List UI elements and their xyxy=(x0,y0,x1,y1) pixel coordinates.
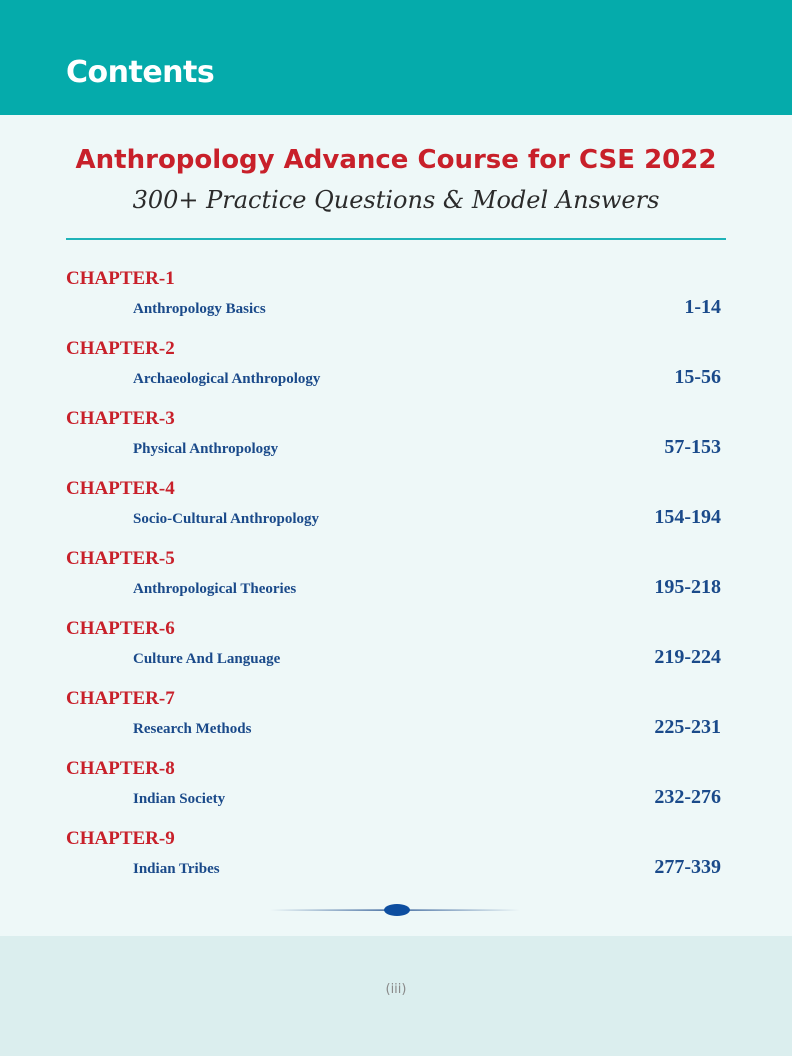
toc-entry-chapter-7[interactable] xyxy=(0,688,792,758)
chapter-pages: 195-218 xyxy=(654,576,721,598)
title-divider xyxy=(66,238,726,240)
chapter-name: Physical Anthropology xyxy=(133,441,279,457)
chapter-pages: 15-56 xyxy=(674,366,721,388)
chapter-label: CHAPTER-1 xyxy=(66,268,175,289)
toc-entry-chapter-1[interactable] xyxy=(0,268,792,338)
chapter-name: Culture And Language xyxy=(133,651,281,667)
chapter-pages: 277-339 xyxy=(654,856,721,878)
chapter-pages: 225-231 xyxy=(654,716,721,738)
chapter-pages: 219-224 xyxy=(654,646,721,668)
chapter-label: CHAPTER-5 xyxy=(66,548,175,569)
toc-entry-chapter-3[interactable] xyxy=(0,408,792,478)
chapter-label: CHAPTER-3 xyxy=(66,408,175,429)
book-subtitle: 300+ Practice Questions & Model Answers xyxy=(132,186,660,214)
toc-entry-chapter-4[interactable] xyxy=(0,478,792,548)
page-number: (iii) xyxy=(385,982,407,997)
toc-entry-chapter-6[interactable] xyxy=(0,618,792,688)
chapter-pages: 232-276 xyxy=(654,786,721,808)
chapter-label: CHAPTER-9 xyxy=(66,828,175,849)
chapter-name: Socio-Cultural Anthropology xyxy=(133,511,319,527)
book-title: Anthropology Advance Course for CSE 2022 xyxy=(75,145,717,175)
chapter-pages: 57-153 xyxy=(664,436,721,458)
chapter-label: CHAPTER-7 xyxy=(66,688,175,709)
chapter-name: Anthropological Theories xyxy=(133,581,297,597)
chapter-name: Anthropology Basics xyxy=(133,301,266,317)
chapter-label: CHAPTER-6 xyxy=(66,618,175,639)
toc-entry-chapter-8[interactable] xyxy=(0,758,792,828)
page-title: Contents xyxy=(66,55,215,90)
chapter-name: Indian Society xyxy=(133,791,226,807)
toc-entry-chapter-2[interactable] xyxy=(0,338,792,408)
chapter-label: CHAPTER-8 xyxy=(66,758,175,779)
chapter-pages: 1-14 xyxy=(684,296,721,318)
chapter-name: Research Methods xyxy=(133,721,252,737)
toc-entry-chapter-5[interactable] xyxy=(0,548,792,618)
toc-entry-chapter-9[interactable] xyxy=(0,828,792,898)
table-of-contents xyxy=(0,268,792,898)
chapter-name: Indian Tribes xyxy=(133,861,220,877)
chapter-pages: 154-194 xyxy=(654,506,721,528)
divider-ornament xyxy=(270,903,520,917)
chapter-name: Archaeological Anthropology xyxy=(133,371,321,387)
chapter-label: CHAPTER-2 xyxy=(66,338,175,359)
chapter-label: CHAPTER-4 xyxy=(66,478,175,499)
